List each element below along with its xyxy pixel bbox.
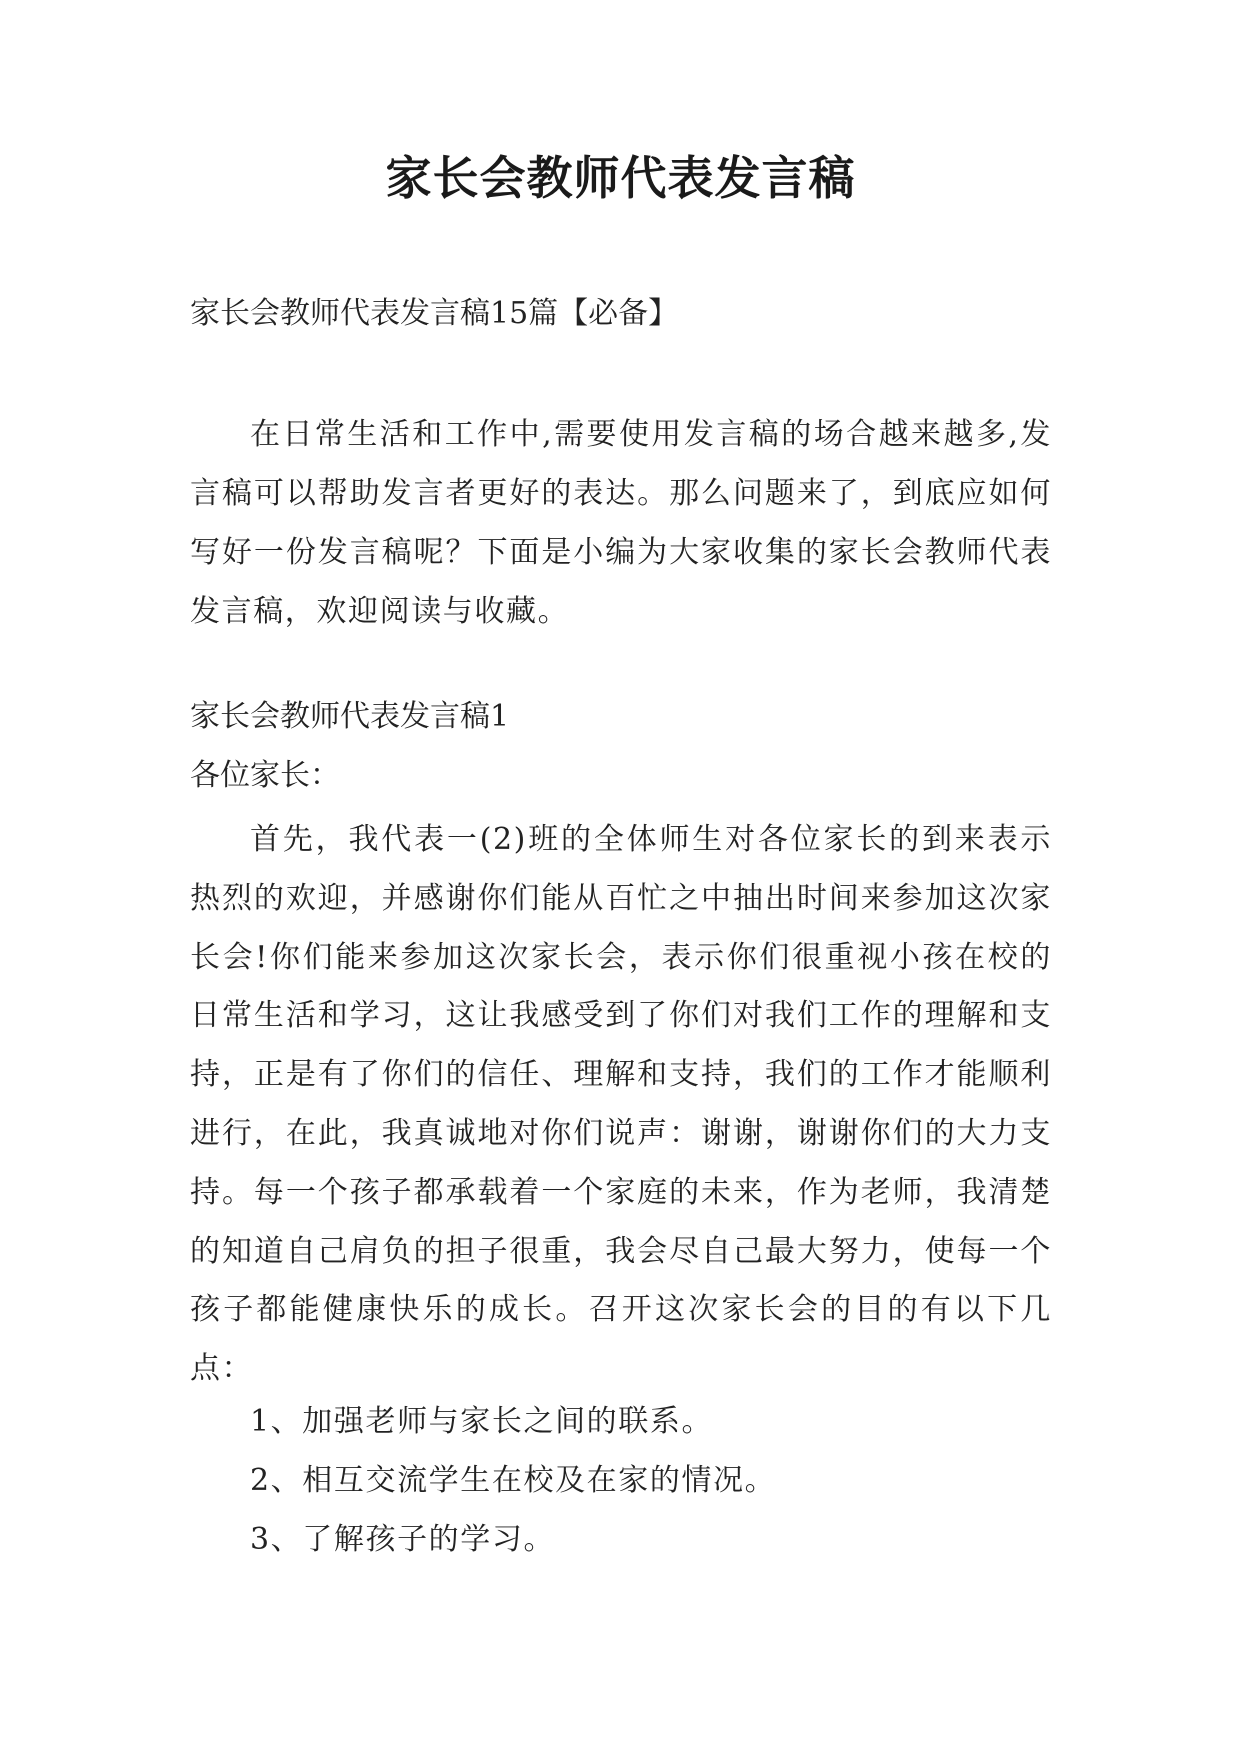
list-item: 2、相互交流学生在校及在家的情况。 <box>250 1463 777 1498</box>
list-item: 1、加强老师与家长之间的联系。 <box>250 1404 714 1439</box>
list-item: 3、了解孩子的学习。 <box>250 1522 556 1557</box>
body-paragraph: 首先，我代表一(2)班的全体师生对各位家长的到来表示热烈的欢迎，并感谢你们能从百忙之中抽出时间来参加这次家长会!你们能来参加这次家长会，表示你们很重视小孩在校的日常生活和学习，这让我感受到了你们对我们工作的理解和支持，正是有了你们的信任、理解和支持，我们的工作才能顺利进行，在此，我真诚地对你们说声：谢谢，谢谢你们的大力支持。每一个孩子都承载着一个家庭的未来，作为老师，我清楚的知道自己肩负的担子很重，我会尽自己最大努力，使每一个孩子都能健康快乐的成长。召开这次家长会的目的有以下几点： <box>190 822 1052 1387</box>
section-heading: 家长会教师代表发言稿1 <box>190 699 510 734</box>
salutation: 各位家长： <box>190 758 340 793</box>
document-title: 家长会教师代表发言稿 <box>385 151 856 205</box>
intro-paragraph: 在日常生活和工作中,需要使用发言稿的场合越来越多,发言稿可以帮助发言者更好的表达。那么问题来了，到底应如何写好一份发言稿呢？下面是小编为大家收集的家长会教师代表发言稿，欢迎阅读与收藏。 <box>190 417 1052 629</box>
document-subtitle: 家长会教师代表发言稿15篇【必备】 <box>190 296 679 331</box>
